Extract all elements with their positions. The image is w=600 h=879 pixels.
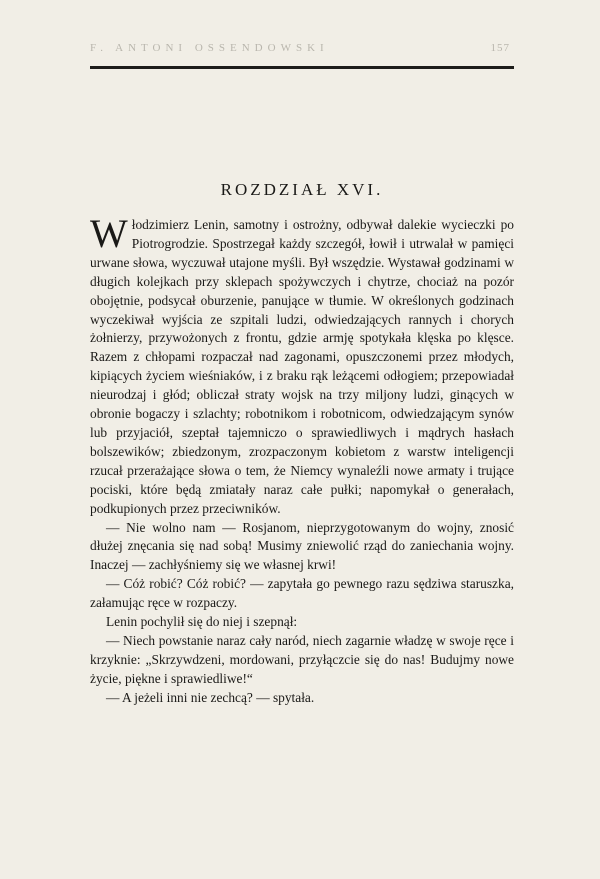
chapter-title: ROZDZIAŁ XVI. — [220, 180, 384, 199]
running-head-text: F. ANTONI OSSENDOWSKI — [90, 42, 329, 54]
paragraph-text: łodzimierz Lenin, samotny i ostrożny, odbywał dalekie wycieczki po Piotrogrodzie. Spostrzegał każdy szczegół, łowił i utrwalał w pamięci urwane słowa, wyczuwał utajone myśli. Był wszędzie. Wystawał godzinami w długich kolejkach przy sklepach spożywczych i chytrze, chociaż na pozór obojętnie, podsycał oburzenie, panujące w tłumie. W określonych godzinach wyczekiwał wyjścia ze szpitali ludzi, odwiedzających rannych i chorych żołnierzy, przywożonych z frontu, gdzie armję spotykała klęska po klęsce. Razem z chłopami rozpaczał nad zagonami, opuszczonemi przez młodych, kipiących życiem wieśniaków, i z braku rąk leżącemi odłogiem; przepowiadał nieurodzaj i głód; obliczał straty wojsk na trzy miljony ludzi, ginących w obronie bogaczy i szlachty; robotnikom i robotnicom, odwiedzającym synów lub przyjaciół, szeptał tajemniczo o sprawiedliwych i mądrych hasłach bolszewików; zbiedzonym, zrozpaczonym kobietom z warstw inteligencji rzucał przerażające słowa o tem, że Niemcy wynaleźli nowe armaty i trujące pociski, które będą zmiatały naraz całe pułki; napomykał o generałach, podkupionych przez przeciwników. — [90, 217, 514, 516]
paragraph-2: — Nie wolno nam — Rosjanom, nieprzygotowanym do wojny, znosić dłużej znęcania się nad sobą! Musimy zniewolić rząd do zaniechania wojny. Inaczej — zachłyśniemy się we własnej krwi! — [90, 519, 514, 573]
paragraph-1 — [90, 211, 514, 519]
paragraph-6: — A jeżeli inni nie zechcą? — spytała. — [106, 689, 315, 705]
paragraph-5: — Niech powstanie naraz cały naród, niech zagarnie władzę w swoje ręce i krzyknie: „Skrzywdzeni, mordowani, przyłączcie się do nas! Budujmy nowe życie, piękne i sprawiedliwe!“ — [90, 632, 514, 686]
running-head — [90, 42, 512, 54]
header-rule — [90, 66, 514, 69]
paragraph-4: Lenin pochylił się do niej i szepnął: — [106, 614, 298, 630]
paragraph-3: — Cóż robić? Cóż robić? — zapytała go pewnego razu sędziwa staruszka, załamując ręce w rozpaczy. — [90, 576, 514, 611]
chapter-body — [90, 211, 514, 708]
drop-cap: W — [90, 211, 128, 256]
page-number: 157 — [490, 42, 510, 54]
